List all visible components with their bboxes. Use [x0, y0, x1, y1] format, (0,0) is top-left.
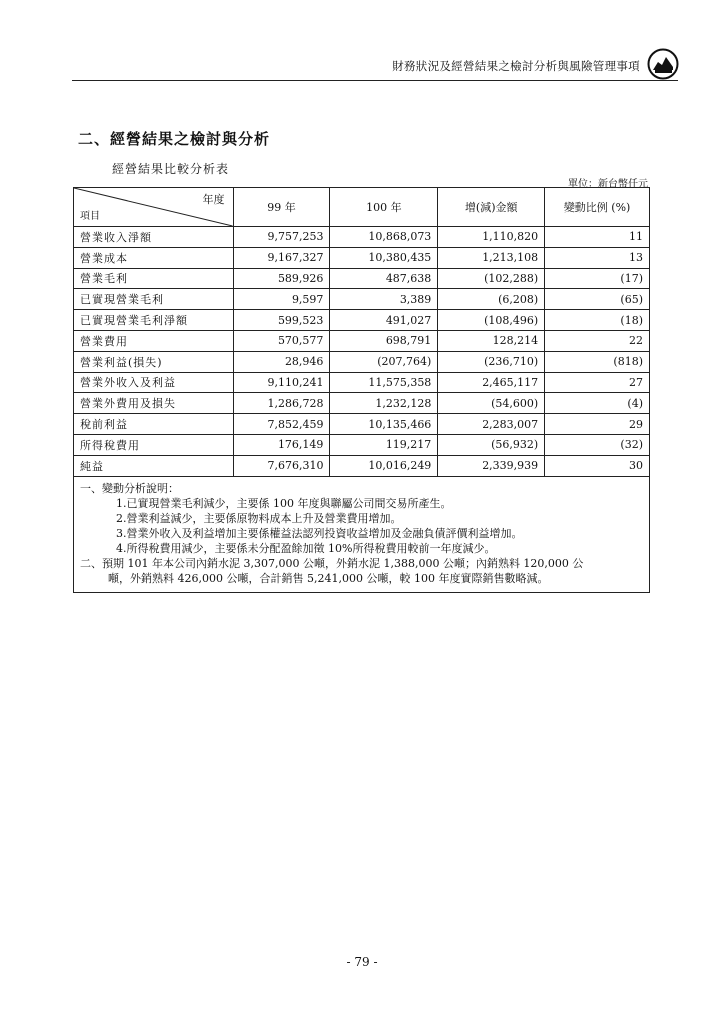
corner-item-label: 項目 [80, 211, 100, 222]
page-number: - 79 - [346, 955, 378, 969]
value-diff: (102,288) [438, 268, 545, 289]
table-row [74, 247, 650, 268]
row-label: 營業費用 [74, 330, 234, 351]
value-100: 10,016,249 [330, 455, 438, 476]
table-row [74, 289, 650, 310]
value-99: 1,286,728 [233, 393, 330, 414]
value-pct: (818) [545, 351, 650, 372]
value-100: 698,791 [330, 330, 438, 351]
row-label: 營業外收入及利益 [74, 372, 234, 393]
value-100: 10,380,435 [330, 247, 438, 268]
value-pct: (17) [545, 268, 650, 289]
company-logo-icon [647, 48, 679, 80]
value-99: 9,597 [233, 289, 330, 310]
table-row [74, 227, 650, 248]
table-row [74, 372, 650, 393]
table-row [74, 351, 650, 372]
value-pct: (32) [545, 434, 650, 455]
value-diff: (54,600) [438, 393, 545, 414]
value-100: 1,232,128 [330, 393, 438, 414]
value-pct: 30 [545, 455, 650, 476]
value-diff: 1,110,820 [438, 227, 545, 248]
column-header-pct: 變動比例 (%) [545, 188, 650, 227]
value-pct: 27 [545, 372, 650, 393]
column-header-100: 100 年 [330, 188, 438, 227]
notes-heading-1: 一、變動分析說明： [80, 481, 179, 495]
note-item: 3.營業外收入及利益增加主要係權益法認列投資收益增加及金融負債評價利益增加。 [116, 526, 523, 540]
corner-header-cell [74, 188, 234, 227]
value-pct: 11 [545, 227, 650, 248]
table-row [74, 268, 650, 289]
value-diff: 2,465,117 [438, 372, 545, 393]
value-100: 10,868,073 [330, 227, 438, 248]
table-row [74, 414, 650, 435]
value-diff: (236,710) [438, 351, 545, 372]
row-label: 營業利益(損失) [74, 351, 234, 372]
value-99: 570,577 [233, 330, 330, 351]
value-99: 9,110,241 [233, 372, 330, 393]
value-100: 11,575,358 [330, 372, 438, 393]
value-diff: 1,213,108 [438, 247, 545, 268]
value-pct: 22 [545, 330, 650, 351]
value-100: 491,027 [330, 310, 438, 331]
value-100: (207,764) [330, 351, 438, 372]
section-title: 二、經營結果之檢討與分析 [78, 130, 271, 148]
value-99: 589,926 [233, 268, 330, 289]
value-diff: 128,214 [438, 330, 545, 351]
value-diff: 2,339,939 [438, 455, 545, 476]
value-100: 487,638 [330, 268, 438, 289]
row-label: 營業外費用及損失 [74, 393, 234, 414]
row-label: 稅前利益 [74, 414, 234, 435]
value-99: 9,757,253 [233, 227, 330, 248]
column-header-diff: 增(減)金額 [438, 188, 545, 227]
row-label: 營業收入淨額 [74, 227, 234, 248]
value-99: 7,852,459 [233, 414, 330, 435]
notes-row [74, 476, 650, 592]
value-pct: (18) [545, 310, 650, 331]
table-row [74, 330, 650, 351]
value-99: 7,676,310 [233, 455, 330, 476]
note-item: 2.營業利益減少，主要係原物料成本上升及營業費用增加。 [116, 511, 402, 525]
value-100: 119,217 [330, 434, 438, 455]
row-label: 所得稅費用 [74, 434, 234, 455]
row-label: 已實現營業毛利淨額 [74, 310, 234, 331]
value-diff: (108,496) [438, 310, 545, 331]
value-pct: (4) [545, 393, 650, 414]
operating-results-table [73, 187, 650, 593]
row-label: 營業成本 [74, 247, 234, 268]
value-99: 28,946 [233, 351, 330, 372]
value-99: 599,523 [233, 310, 330, 331]
value-99: 176,149 [233, 434, 330, 455]
note-item: 1.已實現營業毛利減少，主要係 100 年度與聯屬公司間交易所產生。 [116, 496, 452, 510]
value-100: 10,135,466 [330, 414, 438, 435]
value-pct: 29 [545, 414, 650, 435]
value-diff: (56,932) [438, 434, 545, 455]
row-label: 營業毛利 [74, 268, 234, 289]
table-row [74, 455, 650, 476]
table-caption: 經營結果比較分析表 [112, 162, 230, 176]
corner-year-label: 年度 [202, 193, 225, 206]
table-row [74, 310, 650, 331]
notes-heading-2: 二、預期 101 年本公司內銷水泥 3,307,000 公噸，外銷水泥 1,388,000 公噸；內銷熟料 120,000 公 [80, 556, 584, 570]
note-item: 4.所得稅費用減少，主要係未分配盈餘加徵 10%所得稅費用較前一年度減少。 [116, 541, 496, 555]
running-header-title: 財務狀況及經營結果之檢討分析與風險管理事項 [392, 59, 640, 73]
table-header-row [74, 188, 650, 227]
table-row [74, 393, 650, 414]
column-header-99: 99 年 [233, 188, 330, 227]
value-pct: (65) [545, 289, 650, 310]
value-100: 3,389 [330, 289, 438, 310]
unit-label: 單位：新台幣仟元 [568, 179, 648, 190]
value-diff: 2,283,007 [438, 414, 545, 435]
value-99: 9,167,327 [233, 247, 330, 268]
value-diff: (6,208) [438, 289, 545, 310]
notes-cell [74, 476, 650, 592]
row-label: 純益 [74, 455, 234, 476]
table-row [74, 434, 650, 455]
notes-heading-2-continued: 噸，外銷熟料 426,000 公噸，合計銷售 5,241,000 公噸，較 100 年度實際銷售數略減。 [108, 571, 549, 585]
value-pct: 13 [545, 247, 650, 268]
header-rule [72, 80, 678, 81]
row-label: 已實現營業毛利 [74, 289, 234, 310]
